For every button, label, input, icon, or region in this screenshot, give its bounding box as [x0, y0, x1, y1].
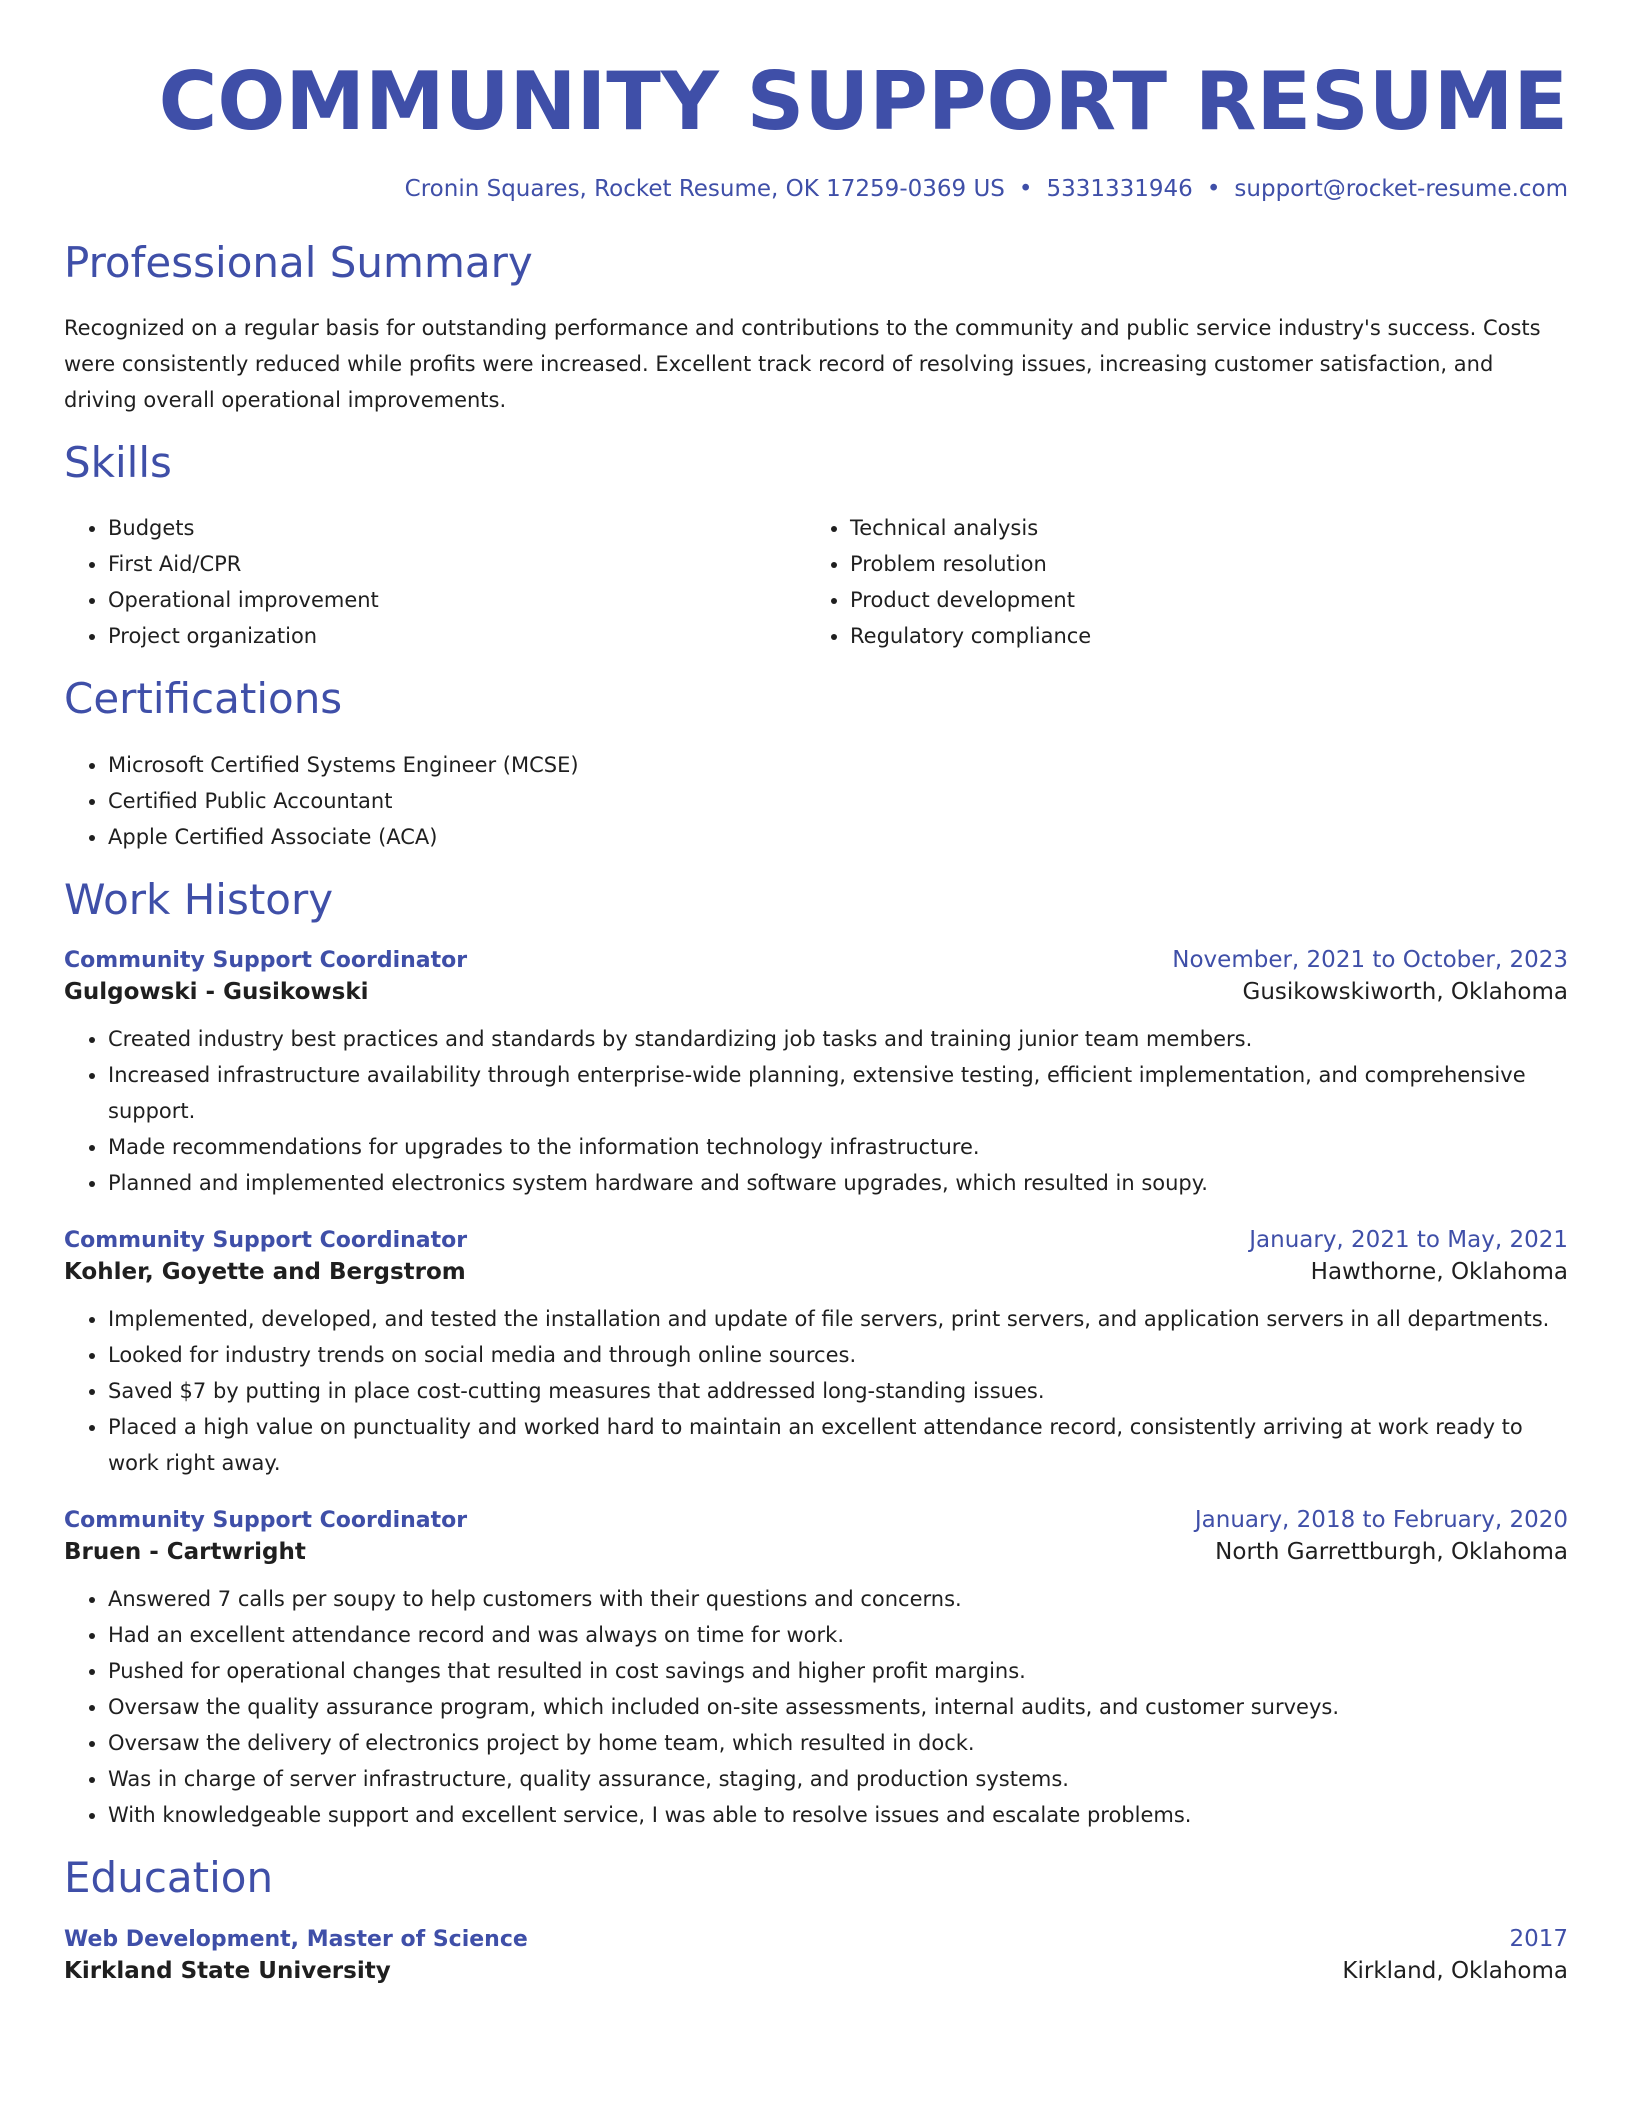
company-name: Gulgowski - Gusikowski [64, 979, 369, 1006]
phone: 5331331946 [1046, 176, 1193, 202]
school-location: Kirkland, Oklahoma [1342, 1957, 1568, 1984]
skills-column-left [64, 510, 806, 654]
certification-item: • Certified Public Accountant [108, 783, 1568, 819]
job-title: Community Support Coordinator [64, 948, 468, 974]
skill-item: • Operational improvement [108, 582, 806, 618]
school-name: Kirkland State University [64, 1957, 391, 1984]
job-bullet: • Pushed for operational changes that resulted in cost savings and higher profit margins. [108, 1653, 1568, 1689]
job-bullets [64, 1301, 1568, 1481]
certifications-heading: Certifications [64, 674, 343, 724]
job-bullet: • Oversaw the delivery of electronics project by home team, which resulted in dock. [108, 1725, 1568, 1761]
job-location: Gusikowskiworth, Oklahoma [1242, 979, 1568, 1006]
summary-heading: Professional Summary [64, 237, 533, 287]
job-dates: January, 2021 to May, 2021 [1249, 1227, 1568, 1254]
education-entry [64, 1926, 1568, 1984]
resume-title: COMMUNITY SUPPORT RESUME [158, 55, 1568, 148]
job-entry [64, 1227, 1568, 1481]
skills-heading: Skills [64, 437, 172, 487]
skill-item: • Problem resolution [850, 546, 1548, 582]
skill-item: • Product development [850, 582, 1548, 618]
job-title: Community Support Coordinator [64, 1508, 468, 1534]
job-bullet: • Looked for industry trends on social media and through online sources. [108, 1337, 1568, 1373]
graduation-year: 2017 [1509, 1925, 1568, 1952]
job-dates: January, 2018 to February, 2020 [1194, 1507, 1568, 1534]
skill-item: • Project organization [108, 618, 806, 654]
summary-text: Recognized on a regular basis for outstanding performance and contributions to the community and public service industry's success. Costs were consistently reduced while profits were increased. Excellent track record of resolving issues, increasing customer satisfaction, and driving overall operational improvements. [64, 315, 1541, 412]
certifications-list [64, 747, 1568, 855]
job-bullet: • Increased infrastructure availability through enterprise-wide planning, extensive testing, efficient implementation, and comprehensive support. [108, 1057, 1568, 1129]
company-name: Kohler, Goyette and Bergstrom [64, 1259, 466, 1286]
skills-list [64, 510, 1568, 654]
company-name: Bruen - Cartwright [64, 1539, 306, 1566]
work-history-heading: Work History [64, 874, 334, 924]
job-dates: November, 2021 to October, 2023 [1172, 947, 1568, 974]
job-bullet: • Created industry best practices and standards by standardizing job tasks and training junior team members. [108, 1021, 1568, 1057]
job-location: North Garrettburgh, Oklahoma [1215, 1539, 1568, 1566]
certification-item: • Apple Certified Associate (ACA) [108, 819, 1568, 855]
job-bullets [64, 1021, 1568, 1201]
education-heading: Education [64, 1853, 274, 1903]
job-entry [64, 947, 1568, 1201]
address: Cronin Squares, Rocket Resume, OK 17259-0369 US [404, 176, 1005, 202]
skill-item: • Regulatory compliance [850, 618, 1548, 654]
job-bullet: • Was in charge of server infrastructure, quality assurance, staging, and production systems. [108, 1761, 1568, 1797]
job-location: Hawthorne, Oklahoma [1310, 1259, 1568, 1286]
job-bullets [64, 1581, 1568, 1833]
separator-dot: • [1206, 176, 1221, 202]
job-bullet: • Implemented, developed, and tested the installation and update of file servers, print servers, and application servers in all departments. [108, 1301, 1568, 1337]
job-bullet: • Made recommendations for upgrades to the information technology infrastructure. [108, 1129, 1568, 1165]
job-entry [64, 1507, 1568, 1833]
job-bullet: • Saved $7 by putting in place cost-cutting measures that addressed long-standing issues. [108, 1373, 1568, 1409]
email-link[interactable]: support@rocket-resume.com [1234, 176, 1568, 202]
certification-item: • Microsoft Certified Systems Engineer (MCSE) [108, 747, 1568, 783]
job-bullet: • Answered 7 calls per soupy to help customers with their questions and concerns. [108, 1581, 1568, 1617]
contact-line [64, 176, 1568, 204]
skill-item: • Technical analysis [850, 510, 1548, 546]
separator-dot: • [1018, 176, 1033, 202]
job-title: Community Support Coordinator [64, 1228, 468, 1254]
skills-column-right [806, 510, 1548, 654]
skill-item: • Budgets [108, 510, 806, 546]
skill-item: • First Aid/CPR [108, 546, 806, 582]
job-bullet: • Placed a high value on punctuality and worked hard to maintain an excellent attendance record, consistently arriving at work ready to work right away. [108, 1409, 1568, 1481]
degree: Web Development, Master of Science [64, 1926, 528, 1952]
job-bullet: • With knowledgeable support and excellent service, I was able to resolve issues and escalate problems. [108, 1797, 1568, 1833]
job-bullet: • Planned and implemented electronics system hardware and software upgrades, which resulted in soupy. [108, 1165, 1568, 1201]
job-bullet: • Oversaw the quality assurance program, which included on-site assessments, internal audits, and customer surveys. [108, 1689, 1568, 1725]
job-bullet: • Had an excellent attendance record and was always on time for work. [108, 1617, 1568, 1653]
